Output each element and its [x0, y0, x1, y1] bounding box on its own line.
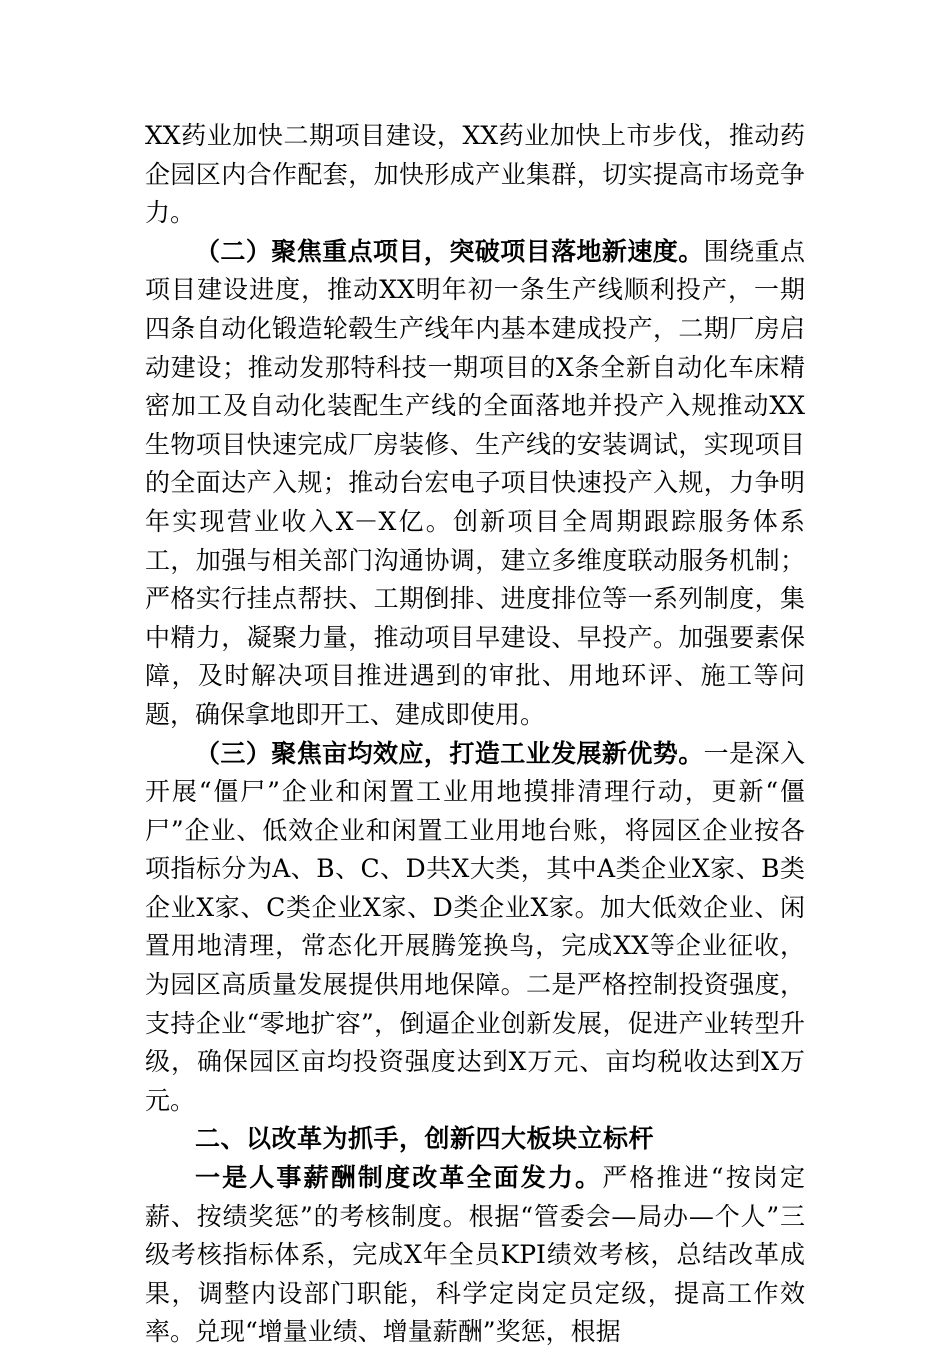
paragraph-continuation [145, 117, 805, 233]
section-lead: 一是人事薪酬制度改革全面发力。 [195, 1163, 603, 1193]
heading-text: 二、以改革为抓手，创新四大板块立标杆 [195, 1124, 655, 1154]
paragraph-text: 一是深入开展“僵尸”企业和闲置工业用地摸排清理行动，更新“僵尸”企业、低效企业和闲置工业用地台账，将园区企业按各项指标分为A、B、C、D共X大类，其中A类企业X家、B类企业X家、C类企业X家、D类企业X家。加大低效企业、闲置用地清理，常态化开展腾笼换鸟，完成XX等企业征收，为园区高质量发展提供用地保障。二是严格控制投资强度，支持企业“零地扩容”，倒逼企业创新发展，促进产业转型升级，确保园区亩均投资强度达到X万元、亩均税收达到X万元。 [145, 738, 805, 1115]
document-body [145, 117, 805, 1352]
paragraph-section-2 [145, 233, 805, 735]
section-heading [145, 1120, 805, 1159]
paragraph-reform [145, 1159, 805, 1352]
paragraph-text: 围绕重点项目建设进度，推动XX明年初一条生产线顺利投产，一期四条自动化锻造轮毂生产线年内基本建成投产，二期厂房启动建设；推动发那特科技一期项目的X条全新自动化车床精密加工及自动化装配生产线的全面落地并投产入规推动XX生物项目快速完成厂房装修、生产线的安装调试，实现项目的全面达产入规；推动台宏电子项目快速投产入规，力争明年实现营业收入X－X亿。创新项目全周期跟踪服务体系工，加强与相关部门沟通协调，建立多维度联动服务机制；严格实行挂点帮扶、工期倒排、进度排位等一系列制度，集中精力，凝聚力量，推动项目早建设、早投产。加强要素保障，及时解决项目推进遇到的审批、用地环评、施工等问题，确保拿地即开工、建成即使用。 [145, 236, 805, 729]
section-lead: （三）聚焦亩均效应，打造工业发展新优势。 [195, 738, 704, 768]
paragraph-text: 严格推进“按岗定薪、按绩奖惩”的考核制度。根据“管委会—局办—个人”三级考核指标体系，完成X年全员KPI绩效考核，总结改革成果，调整内设部门职能，科学定岗定员定级，提高工作效率。兑现“增量业绩、增量薪酬”奖惩，根据 [145, 1163, 805, 1347]
paragraph-section-3 [145, 735, 805, 1121]
paragraph-text: XX药业加快二期项目建设，XX药业加快上市步伐，推动药企园区内合作配套，加快形成产业集群，切实提高市场竞争力。 [145, 121, 805, 228]
section-lead: （二）聚焦重点项目，突破项目落地新速度。 [195, 236, 704, 266]
